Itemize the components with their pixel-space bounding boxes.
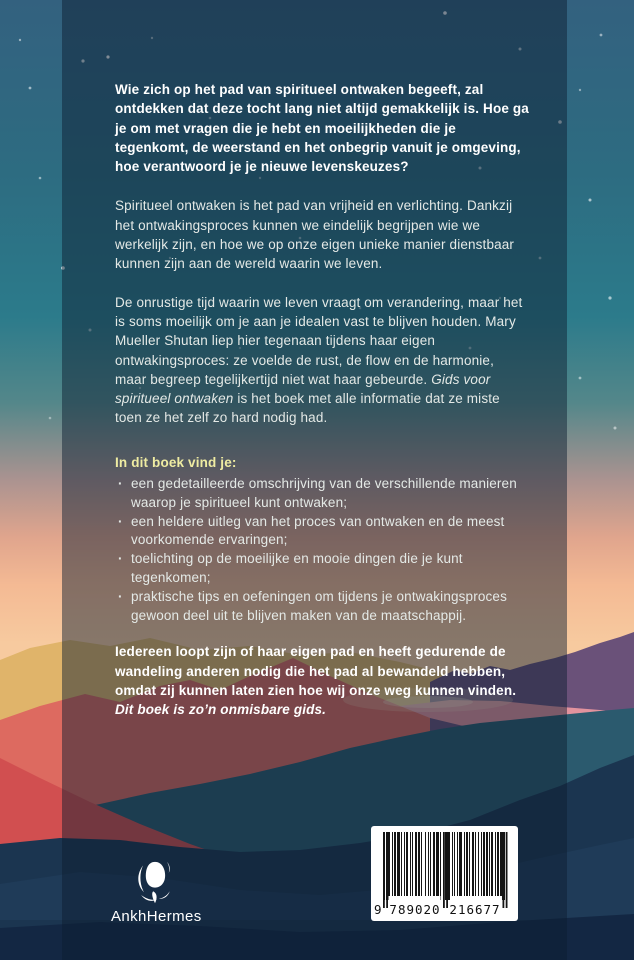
closing-tagline-italic: Dit boek is zo’n onmisbare gids. bbox=[115, 702, 327, 718]
barcode-group2: 216677 bbox=[449, 902, 501, 917]
paragraph-mary-lead: De onrustige tijd waarin we leven vraagt om verandering, maar het is soms moeilijk om je aan je idealen vast te blijven houden. Mary Mueller Shutan liep hier tegenaan tijdens haar eigen ontwakingsproces: ze voelde de rust, de flow en de harmonie, maar begreep tegelijkertijd niet wat haar gebeurde. bbox=[115, 294, 523, 387]
barcode-lead-digit: 9 bbox=[374, 902, 383, 917]
paragraph-vrijheid: Spiritueel ontwaken is het pad van vrijheid en verlichting. Dankzij het ontwakingsproces kunnen we eindelijk begrijpen wie we werkelijk zijn, en hoe we op onze eigen unieke manier dienstbaar kunnen zijn aan de wereld waarin we leven. bbox=[115, 198, 515, 272]
bullet-item bbox=[115, 475, 529, 513]
paragraph-mary bbox=[115, 293, 529, 428]
book-title-italic: Gids voor spiritueel ontwaken bbox=[115, 371, 491, 407]
publisher-name: AnkhHermes bbox=[111, 908, 202, 925]
isbn-barcode bbox=[371, 826, 518, 921]
bullet-text: een heldere uitleg van het proces van ontwaken en de meest voorkomende ervaringen; bbox=[131, 513, 505, 548]
bullet-item bbox=[115, 550, 529, 588]
list-heading: In dit boek vind je: bbox=[115, 454, 237, 470]
intro-paragraph: Wie zich op het pad van spiritueel ontwaken begeeft, zal ontdekken dat deze tocht lang niet altijd gemakkelijk is. Hoe ga je om met vragen die je hebt en moeilijkheden die je tegenkomt, de weerstand en het onbegrip vanuit je omgeving, hoe verantwoord je je nieuwe levenskeuzes? bbox=[115, 82, 529, 175]
closing-paragraph bbox=[115, 642, 529, 719]
bullet-text: toelichting op de moeilijke en mooie dingen die je kunt tegenkomen; bbox=[131, 551, 463, 586]
back-cover-text bbox=[115, 80, 529, 720]
bullet-text: een gedetailleerde omschrijving van de verschillende manieren waarop je spiritueel kunt ontwaken; bbox=[131, 476, 517, 510]
publisher-logo-lockup bbox=[111, 860, 202, 926]
paragraph-mary-tail: is het boek met alle informatie dat ze miste toen ze het zelf zo hard nodig had. bbox=[115, 391, 500, 426]
bullet-list bbox=[115, 475, 529, 625]
bullet-text: praktische tips en oefeningen om tijdens je ontwakingsproces gewoon deel uit te blijven maken van de maatschappij. bbox=[131, 588, 507, 623]
closing-lead: Iedereen loopt zijn of haar eigen pad en heeft gedurende de wandeling anderen nodig die het pad al bewandeld hebben, omdat zij kunnen laten zien hoe wij onze weg kunnen vinden. bbox=[115, 644, 517, 699]
barcode-group1: 789020 bbox=[389, 902, 441, 917]
bullet-item bbox=[115, 513, 529, 551]
ankh-hermes-logo-icon bbox=[134, 860, 176, 906]
bullet-item bbox=[115, 588, 529, 626]
